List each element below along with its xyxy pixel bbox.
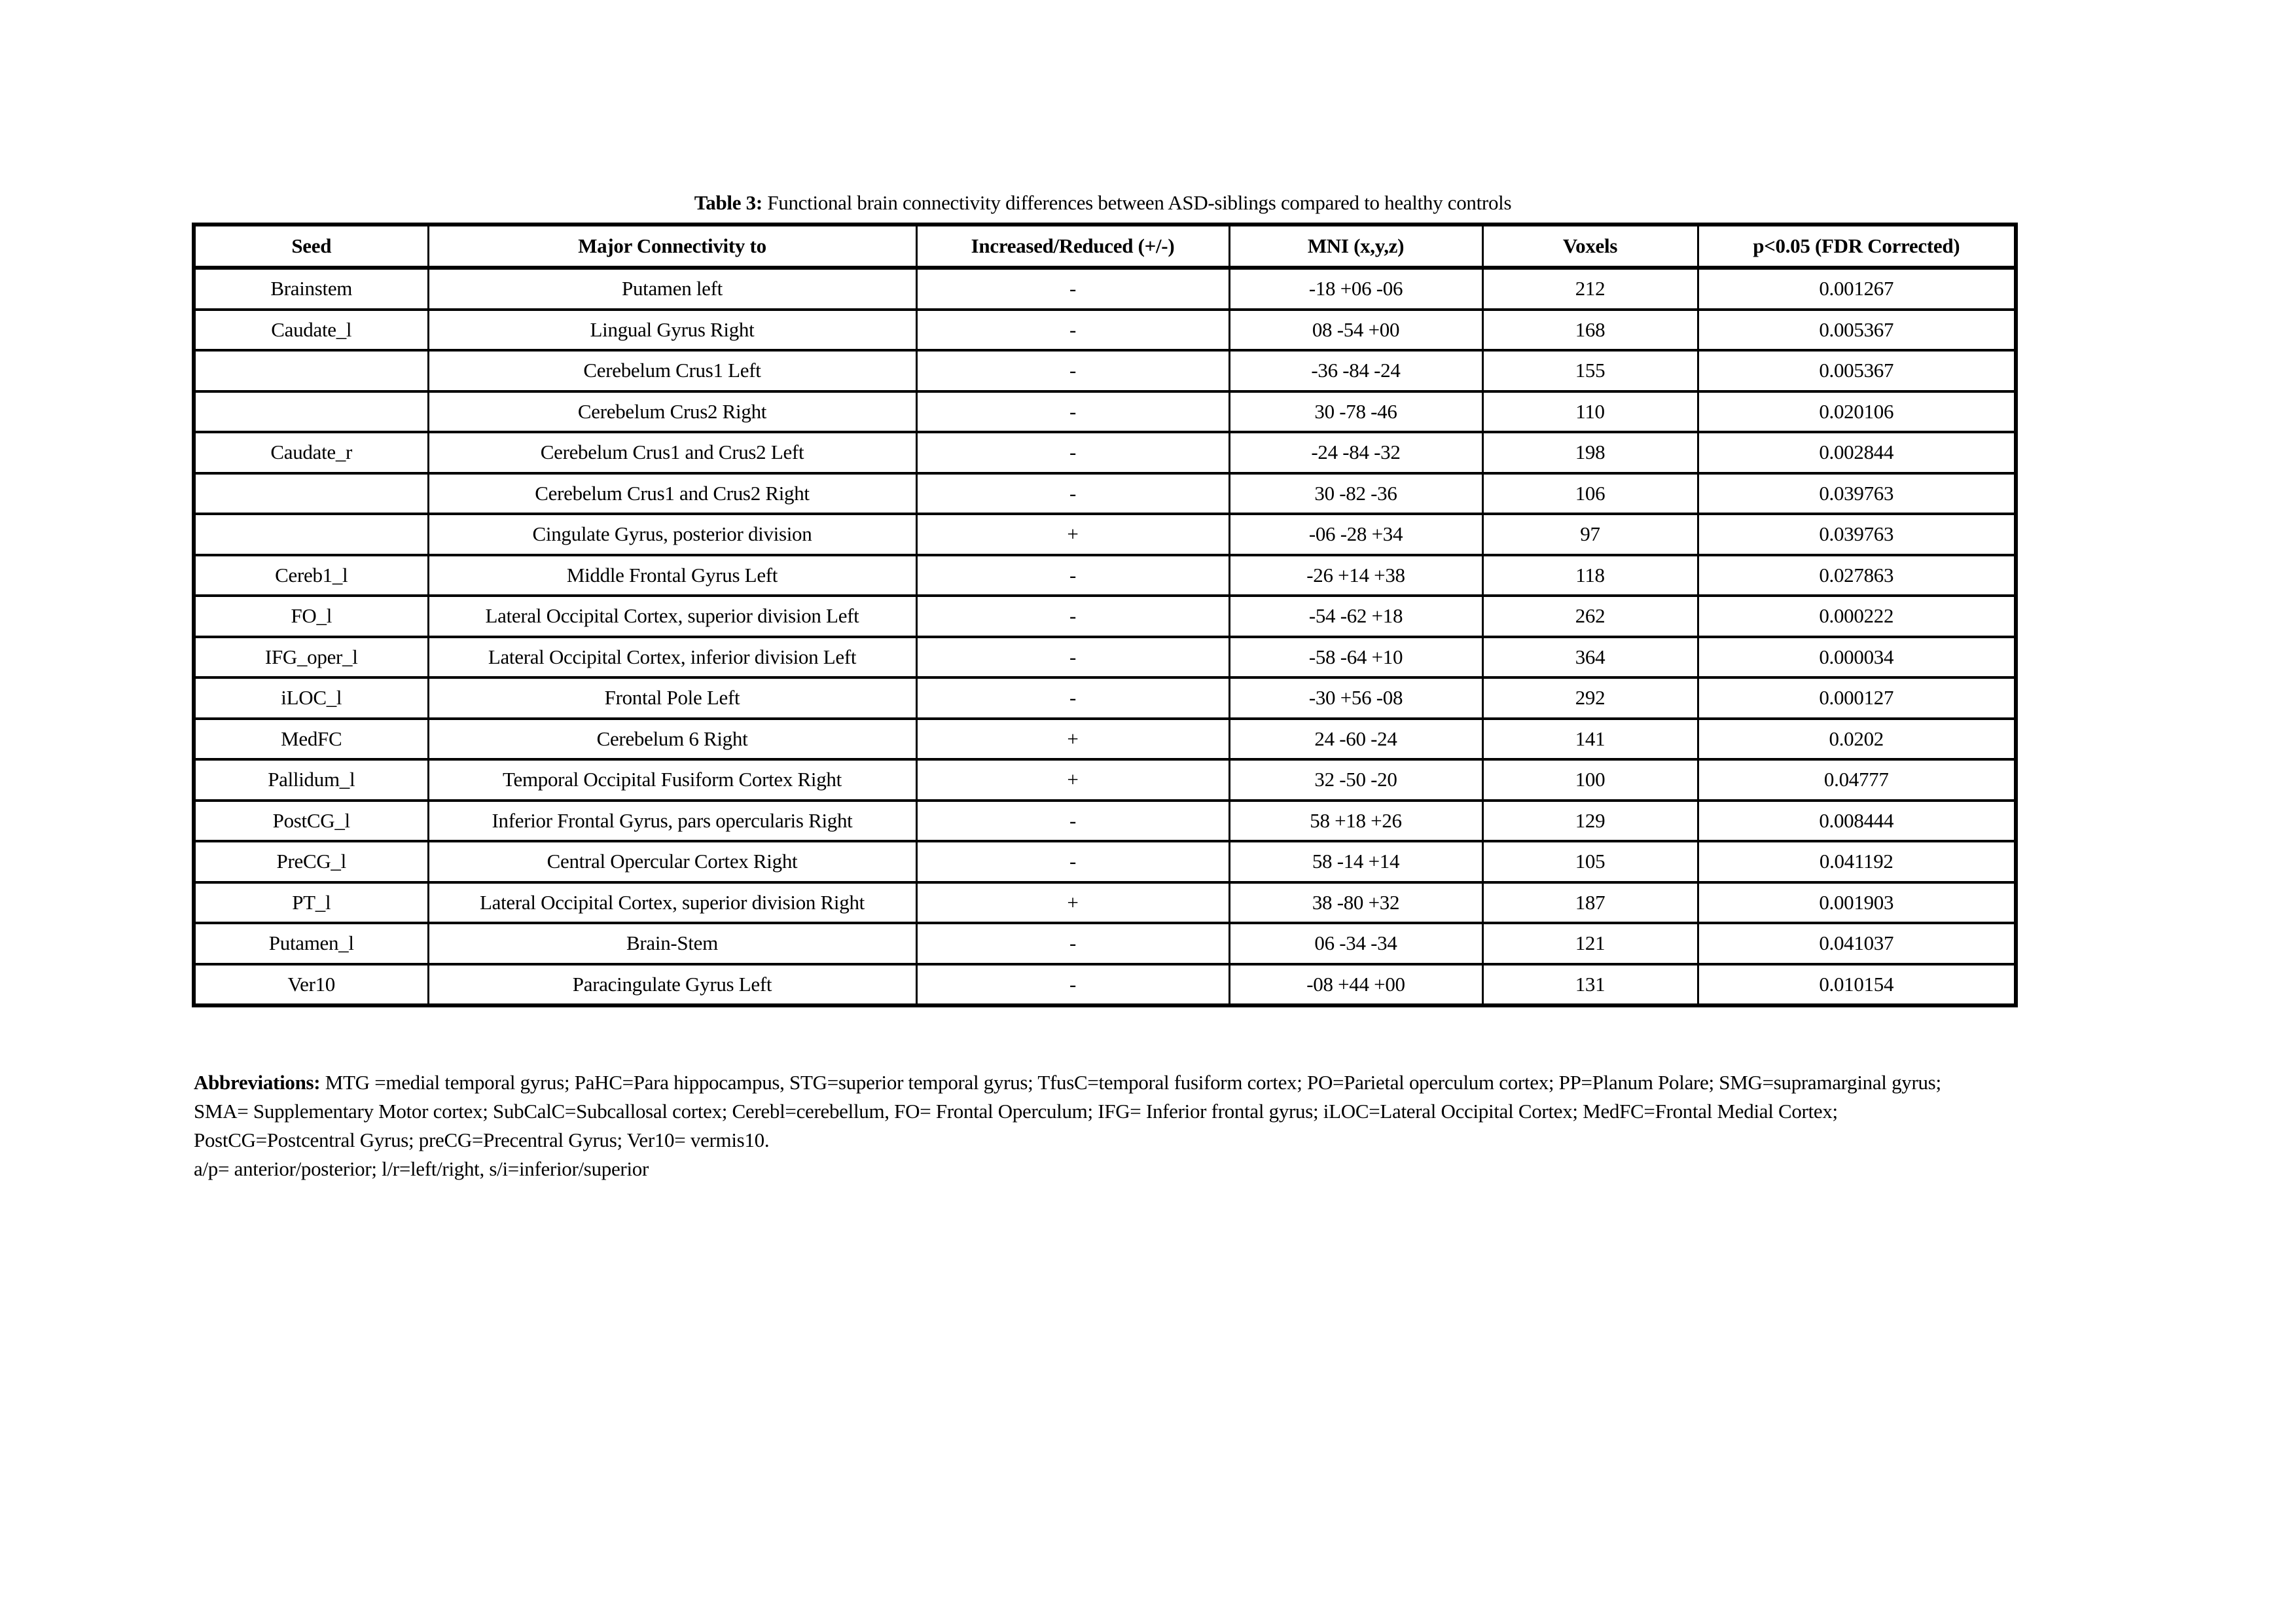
table-row (194, 432, 2016, 473)
cell-mni: -18 +06 -06 (1229, 268, 1482, 310)
cell-connectivity: Cerebelum Crus1 and Crus2 Left (428, 432, 916, 473)
table-row (194, 719, 2016, 760)
cell-direction: - (916, 473, 1229, 514)
cell-voxels: 198 (1482, 432, 1698, 473)
cell-connectivity: Putamen left (428, 268, 916, 310)
abbreviations-label: Abbreviations: (194, 1071, 321, 1094)
cell-seed: Caudate_l (194, 310, 428, 351)
table-row (194, 555, 2016, 596)
cell-connectivity: Central Opercular Cortex Right (428, 841, 916, 882)
cell-direction: - (916, 637, 1229, 678)
cell-direction: - (916, 923, 1229, 964)
cell-seed: MedFC (194, 719, 428, 760)
cell-p-value: 0.039763 (1698, 514, 2016, 555)
cell-seed (194, 514, 428, 555)
cell-p-value: 0.027863 (1698, 555, 2016, 596)
table-caption-label: Table 3: (694, 191, 762, 214)
cell-connectivity: Frontal Pole Left (428, 677, 916, 719)
cell-seed: Pallidum_l (194, 759, 428, 801)
cell-direction: + (916, 719, 1229, 760)
cell-mni: -36 -84 -24 (1229, 350, 1482, 391)
cell-mni: 30 -78 -46 (1229, 391, 1482, 433)
table-row (194, 473, 2016, 514)
cell-voxels: 155 (1482, 350, 1698, 391)
cell-direction: - (916, 268, 1229, 310)
abbreviations-note (194, 1068, 2151, 1183)
cell-p-value: 0.000127 (1698, 677, 2016, 719)
cell-seed: IFG_oper_l (194, 637, 428, 678)
cell-seed (194, 350, 428, 391)
cell-connectivity: Lateral Occipital Cortex, superior division Left (428, 596, 916, 637)
cell-mni: 30 -82 -36 (1229, 473, 1482, 514)
column-header-seed: Seed (194, 225, 428, 268)
cell-p-value: 0.002844 (1698, 432, 2016, 473)
table-row (194, 268, 2016, 310)
cell-connectivity: Cerebelum Crus1 and Crus2 Right (428, 473, 916, 514)
cell-connectivity: Lingual Gyrus Right (428, 310, 916, 351)
table-row (194, 841, 2016, 882)
cell-p-value: 0.04777 (1698, 759, 2016, 801)
column-header-p-value: p<0.05 (FDR Corrected) (1698, 225, 2016, 268)
cell-seed: Putamen_l (194, 923, 428, 964)
cell-mni: 08 -54 +00 (1229, 310, 1482, 351)
cell-mni: 24 -60 -24 (1229, 719, 1482, 760)
cell-connectivity: Middle Frontal Gyrus Left (428, 555, 916, 596)
cell-seed: Cereb1_l (194, 555, 428, 596)
cell-connectivity: Inferior Frontal Gyrus, pars opercularis Right (428, 801, 916, 842)
cell-p-value: 0.001267 (1698, 268, 2016, 310)
table-row (194, 637, 2016, 678)
table-row (194, 882, 2016, 924)
cell-mni: -24 -84 -32 (1229, 432, 1482, 473)
cell-connectivity: Brain-Stem (428, 923, 916, 964)
table-row (194, 677, 2016, 719)
table-body (194, 268, 2016, 1005)
abbreviations-text-1: MTG =medial temporal gyrus; PaHC=Para hippocampus, STG=superior temporal gyrus; TfusC=temporal fusiform cortex; PO=Parietal operculum cortex; PP=Planum Polare; SMG=supramarginal gyrus; (320, 1071, 1941, 1094)
cell-p-value: 0.000222 (1698, 596, 2016, 637)
table-row (194, 391, 2016, 433)
cell-connectivity: Lateral Occipital Cortex, superior division Right (428, 882, 916, 924)
cell-voxels: 118 (1482, 555, 1698, 596)
abbreviations-line-4: a/p= anterior/posterior; l/r=left/right, s/i=inferior/superior (194, 1157, 649, 1180)
cell-seed: Ver10 (194, 964, 428, 1006)
cell-p-value: 0.005367 (1698, 310, 2016, 351)
table-row (194, 310, 2016, 351)
cell-direction: + (916, 882, 1229, 924)
cell-connectivity: Lateral Occipital Cortex, inferior division Left (428, 637, 916, 678)
cell-connectivity: Temporal Occipital Fusiform Cortex Right (428, 759, 916, 801)
cell-direction: - (916, 310, 1229, 351)
cell-p-value: 0.041192 (1698, 841, 2016, 882)
cell-direction: - (916, 555, 1229, 596)
cell-seed: Brainstem (194, 268, 428, 310)
table-caption (192, 190, 2014, 216)
cell-mni: 58 +18 +26 (1229, 801, 1482, 842)
table-caption-text: Functional brain connectivity differences between ASD-siblings compared to healthy controls (762, 191, 1512, 214)
cell-mni: 32 -50 -20 (1229, 759, 1482, 801)
cell-mni: -06 -28 +34 (1229, 514, 1482, 555)
cell-direction: - (916, 596, 1229, 637)
cell-voxels: 121 (1482, 923, 1698, 964)
cell-direction: - (916, 841, 1229, 882)
cell-direction: - (916, 801, 1229, 842)
cell-p-value: 0.039763 (1698, 473, 2016, 514)
table-row (194, 964, 2016, 1006)
cell-voxels: 187 (1482, 882, 1698, 924)
cell-voxels: 106 (1482, 473, 1698, 514)
cell-voxels: 110 (1482, 391, 1698, 433)
cell-seed: Caudate_r (194, 432, 428, 473)
cell-voxels: 100 (1482, 759, 1698, 801)
cell-p-value: 0.0202 (1698, 719, 2016, 760)
cell-seed: PreCG_l (194, 841, 428, 882)
cell-direction: - (916, 677, 1229, 719)
cell-mni: -30 +56 -08 (1229, 677, 1482, 719)
connectivity-table (192, 223, 2018, 1007)
cell-p-value: 0.005367 (1698, 350, 2016, 391)
cell-voxels: 129 (1482, 801, 1698, 842)
cell-voxels: 141 (1482, 719, 1698, 760)
cell-mni: -58 -64 +10 (1229, 637, 1482, 678)
cell-direction: - (916, 350, 1229, 391)
cell-seed (194, 473, 428, 514)
cell-direction: - (916, 432, 1229, 473)
cell-p-value: 0.020106 (1698, 391, 2016, 433)
table-row (194, 759, 2016, 801)
table-row (194, 514, 2016, 555)
cell-seed: PostCG_l (194, 801, 428, 842)
column-header-direction: Increased/Reduced (+/-) (916, 225, 1229, 268)
cell-seed: iLOC_l (194, 677, 428, 719)
abbreviations-line-3: PostCG=Postcentral Gyrus; preCG=Precentral Gyrus; Ver10= vermis10. (194, 1128, 770, 1151)
cell-voxels: 212 (1482, 268, 1698, 310)
abbreviations-line-1 (194, 1068, 2151, 1097)
abbreviations-line-2: SMA= Supplementary Motor cortex; SubCalC=Subcallosal cortex; Cerebl=cerebellum, FO= Frontal Operculum; IFG= Inferior frontal gyrus; iLOC=Lateral Occipital Cortex; MedFC=Frontal Medial Cortex; (194, 1100, 1838, 1123)
cell-voxels: 262 (1482, 596, 1698, 637)
cell-mni: 06 -34 -34 (1229, 923, 1482, 964)
table-row (194, 350, 2016, 391)
cell-connectivity: Cerebelum Crus1 Left (428, 350, 916, 391)
table-header-row (194, 225, 2016, 268)
cell-connectivity: Cerebelum 6 Right (428, 719, 916, 760)
cell-mni: 38 -80 +32 (1229, 882, 1482, 924)
cell-direction: + (916, 759, 1229, 801)
table-row (194, 596, 2016, 637)
cell-p-value: 0.010154 (1698, 964, 2016, 1006)
table-row (194, 801, 2016, 842)
cell-mni: -54 -62 +18 (1229, 596, 1482, 637)
table-row (194, 923, 2016, 964)
cell-p-value: 0.000034 (1698, 637, 2016, 678)
cell-connectivity: Cerebelum Crus2 Right (428, 391, 916, 433)
column-header-connectivity: Major Connectivity to (428, 225, 916, 268)
cell-voxels: 364 (1482, 637, 1698, 678)
cell-seed: FO_l (194, 596, 428, 637)
cell-p-value: 0.001903 (1698, 882, 2016, 924)
cell-direction: - (916, 964, 1229, 1006)
cell-mni: -08 +44 +00 (1229, 964, 1482, 1006)
column-header-mni: MNI (x,y,z) (1229, 225, 1482, 268)
column-header-voxels: Voxels (1482, 225, 1698, 268)
cell-mni: -26 +14 +38 (1229, 555, 1482, 596)
cell-seed (194, 391, 428, 433)
cell-mni: 58 -14 +14 (1229, 841, 1482, 882)
cell-direction: + (916, 514, 1229, 555)
cell-voxels: 97 (1482, 514, 1698, 555)
cell-seed: PT_l (194, 882, 428, 924)
cell-p-value: 0.041037 (1698, 923, 2016, 964)
cell-p-value: 0.008444 (1698, 801, 2016, 842)
cell-voxels: 292 (1482, 677, 1698, 719)
cell-voxels: 168 (1482, 310, 1698, 351)
cell-direction: - (916, 391, 1229, 433)
cell-voxels: 105 (1482, 841, 1698, 882)
cell-connectivity: Cingulate Gyrus, posterior division (428, 514, 916, 555)
cell-connectivity: Paracingulate Gyrus Left (428, 964, 916, 1006)
cell-voxels: 131 (1482, 964, 1698, 1006)
